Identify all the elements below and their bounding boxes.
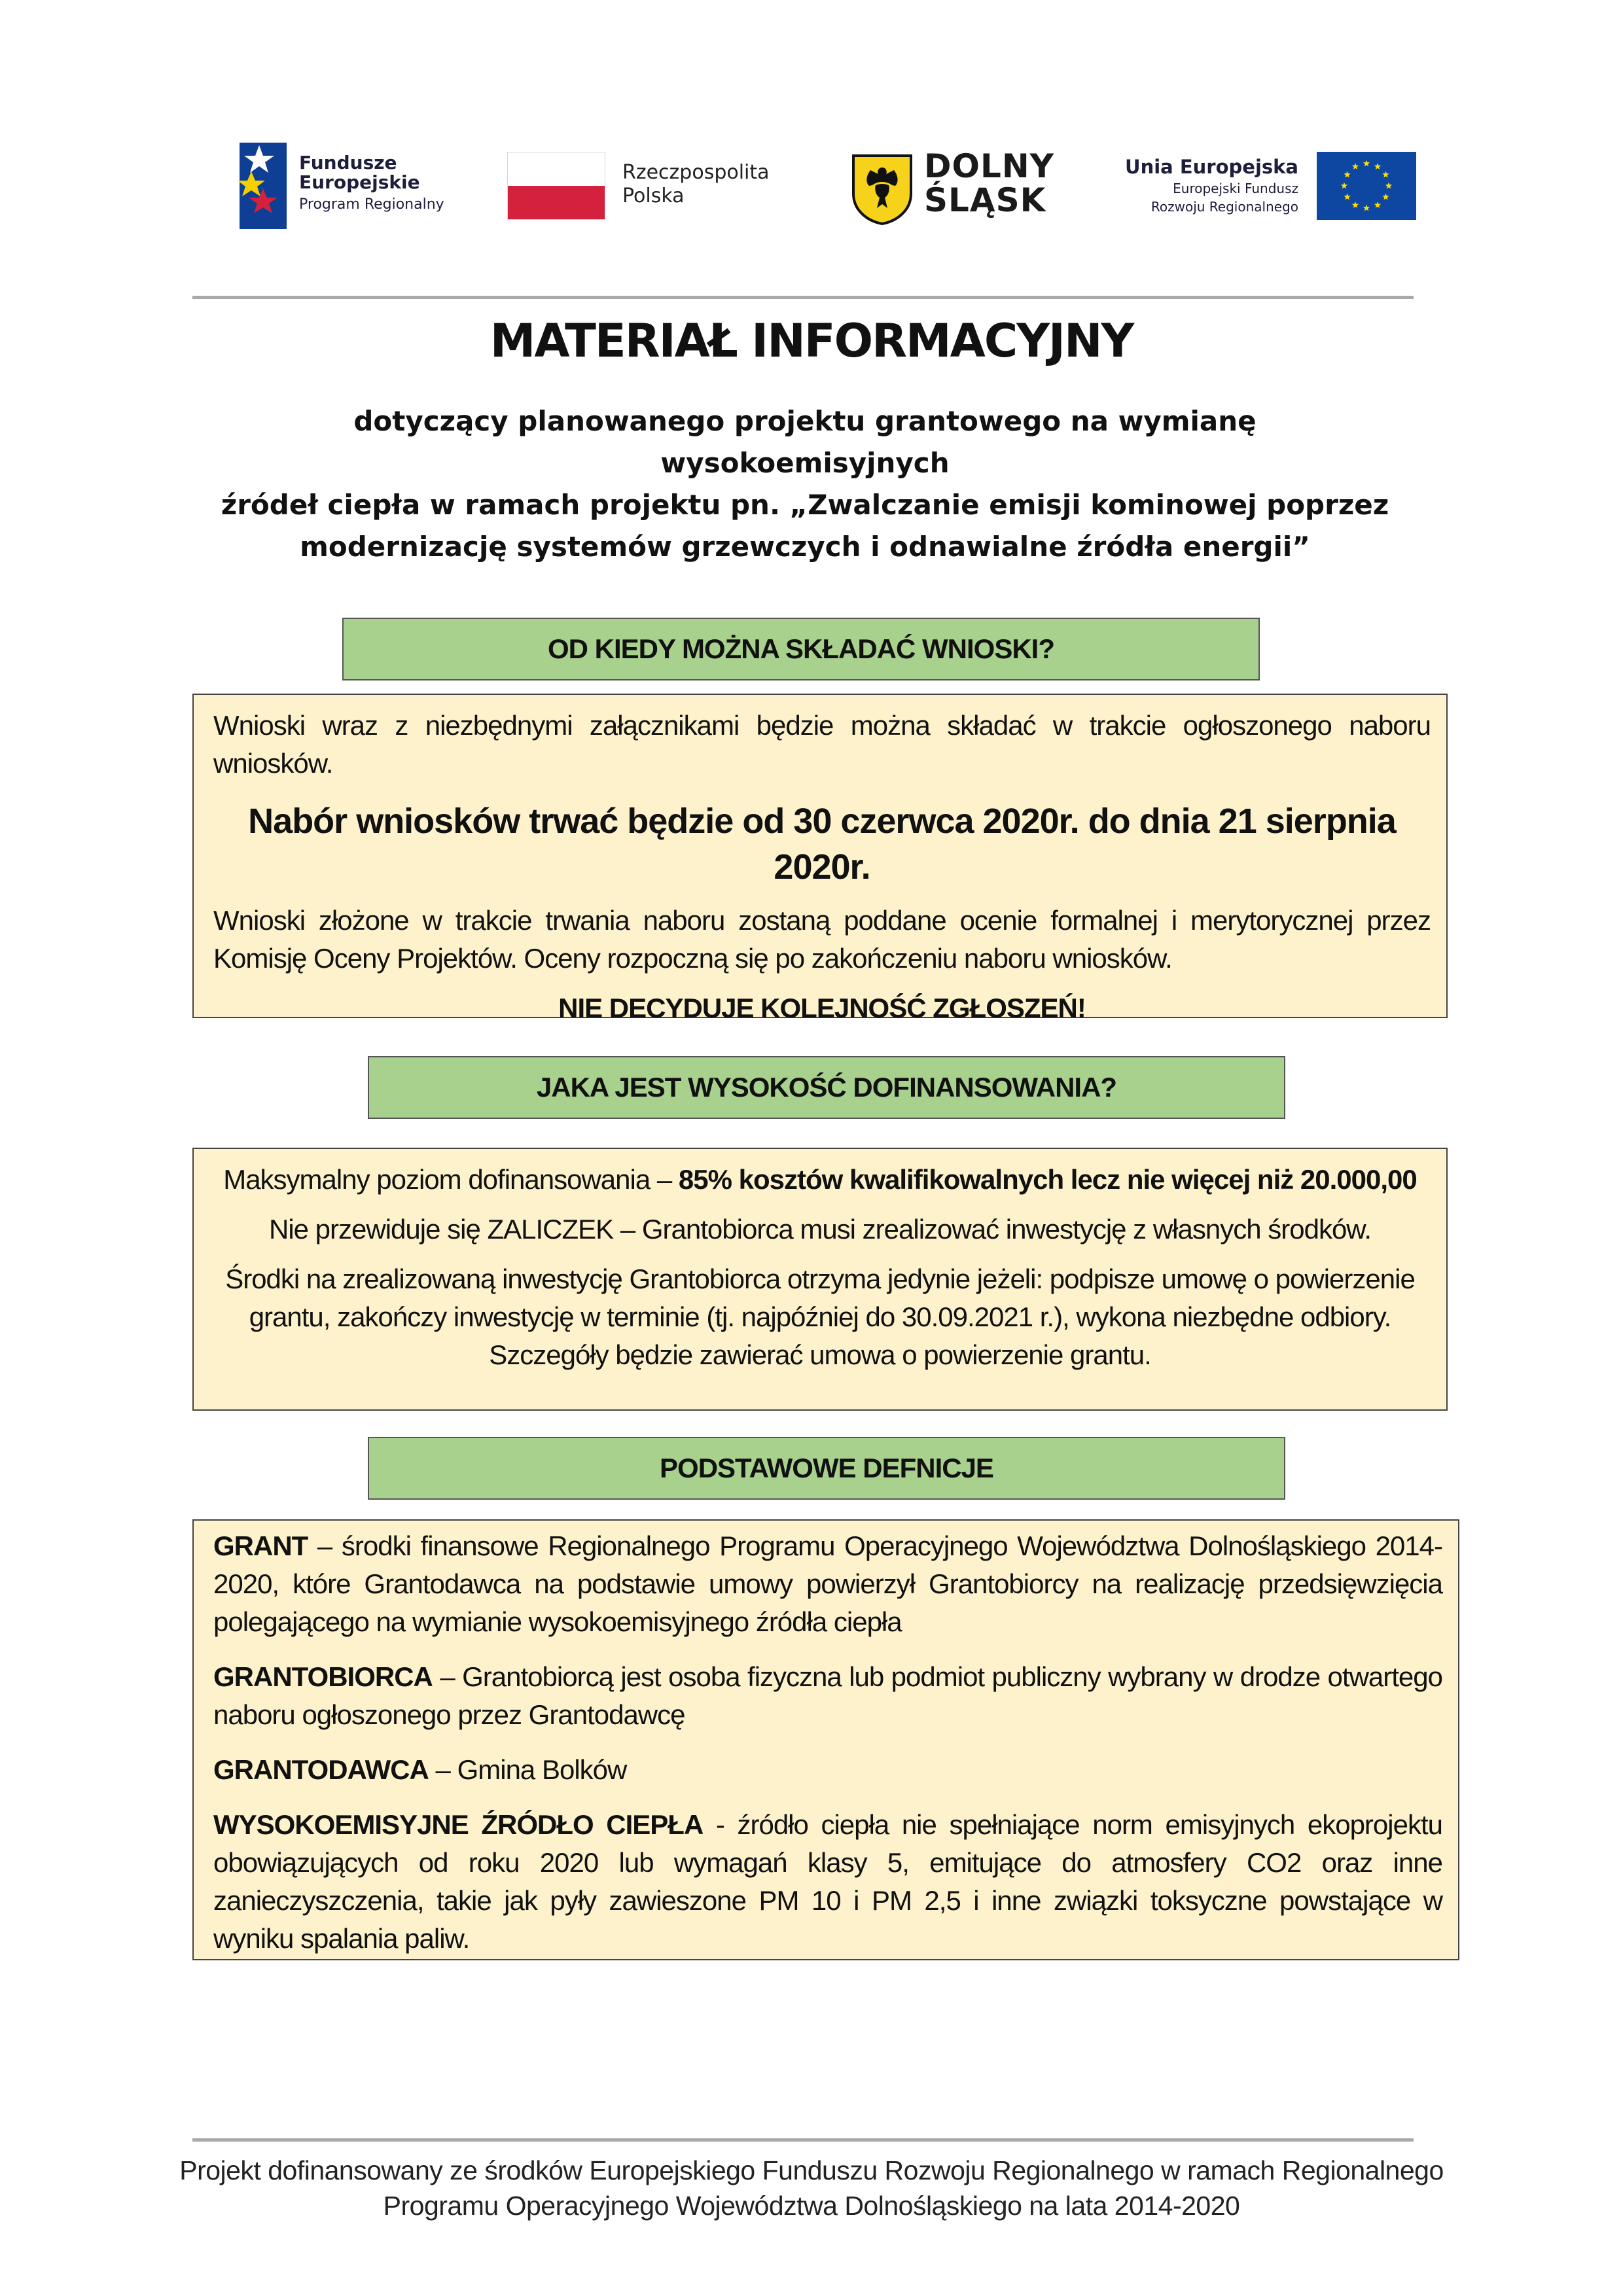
section2-line2: Nie przewiduje się ZALICZEK – Grantobiorca musi zrealizować inwestycję z własnych środków. bbox=[268, 1214, 1371, 1245]
definition-text: - źródło ciepła nie spełniające norm emisyjnych ekoprojektu obowiązujących od roku 2020 lub wymagań klasy 5, emitujące do atmosfery CO2 oraz inne zanieczyszczenia, takie jak pyły zawieszone PM 10 i PM 2,5 i inne związki toksyczne powstające w wyniku spalania paliw. bbox=[213, 1809, 1442, 1954]
fundusze-line3: Program Regionalny bbox=[299, 196, 444, 213]
fundusze-line2: Europejskie bbox=[299, 171, 420, 193]
section1-note: NIE DECYDUJE KOLEJNOŚĆ ZGŁOSZEŃ! bbox=[558, 993, 1086, 1023]
eagle-shield-icon bbox=[851, 153, 914, 225]
rp-line1: Rzeczpospolita bbox=[622, 161, 770, 184]
section1-paragraph1: Wnioski wraz z niezbędnymi załącznikami będzie można składać w trakcie ogłoszonego naboru wniosków. bbox=[213, 710, 1431, 779]
unia-europejska-logo bbox=[1122, 152, 1416, 224]
section2-line3: Środki na zrealizowaną inwestycję Grantobiorca otrzyma jedynie jeżeli: podpisze umowę o powierzenie grantu, zakończy inwestycję w terminie (tj. najpóźniej do 30.09.2021 r.), wykona niezbędne odbiory. Szczegóły będzie zawierać umowa o powierzenie grantu. bbox=[225, 1263, 1415, 1370]
definition-text: – środki finansowe Regionalnego Programu Operacyjnego Województwa Dolnośląskiego 2014-2020, które Grantodawca na podstawie umowy powierzył Grantobiorcy na realizację przedsięwzięcia polegającego na wymianie wysokoemisyjnego źródła ciepła bbox=[213, 1530, 1442, 1637]
funding-amount-box bbox=[192, 1148, 1448, 1411]
section1-highlight: Nabór wniosków trwać będzie od 30 czerwca 2020r. do dnia 21 sierpnia 2020r. bbox=[248, 802, 1396, 887]
dolny-slask-line2: ŚLĄSK bbox=[924, 181, 1046, 219]
dolny-slask-line1: DOLNY bbox=[924, 147, 1054, 185]
definition-term: WYSOKOEMISYJNE ŹRÓDŁO CIEPŁA bbox=[213, 1809, 704, 1840]
application-dates-box bbox=[192, 694, 1448, 1023]
footer bbox=[0, 2153, 1623, 2223]
ue-line3: Rozwoju Regionalnego bbox=[1150, 199, 1298, 215]
subtitle-line3: modernizację systemów grzewczych i odnawialne źródła energii” bbox=[300, 531, 1310, 563]
footer-line1: Projekt dofinansowany ze środków Europejskiego Funduszu Rozwoju Regionalnego w ramach Regionalnego bbox=[179, 2155, 1444, 2185]
page-title: MATERIAŁ INFORMACYJNY bbox=[490, 314, 1133, 368]
page-subtitle bbox=[216, 400, 1394, 568]
definition-text: – Gmina Bolków bbox=[428, 1754, 627, 1785]
section-header-funding-amount: JAKA JEST WYSOKOŚĆ DOFINANSOWANIA? bbox=[368, 1056, 1285, 1119]
section2-line1 bbox=[209, 1161, 1431, 1199]
top-divider bbox=[192, 296, 1414, 299]
eu-flag-icon bbox=[1317, 152, 1416, 220]
polish-flag-icon bbox=[507, 152, 605, 220]
section2-line1-prefix: Maksymalny poziom dofinansowania – bbox=[223, 1164, 679, 1195]
section1-paragraph2: Wnioski złożone w trakcie trwania naboru zostaną poddane ocenie formalnej i merytorycznej przez Komisję Oceny Projektów. Oceny rozpoczną się po zakończeniu naboru wniosków. bbox=[213, 905, 1431, 974]
definition-grantodawca bbox=[213, 1751, 1442, 1789]
dolny-slask-logo bbox=[851, 149, 1073, 228]
definition-term: GRANT bbox=[213, 1530, 308, 1561]
definition-text: – Grantobiorcą jest osoba fizyczna lub podmiot publiczny wybrany w drodze otwartego naboru ogłoszonego przez Grantodawcę bbox=[213, 1661, 1442, 1730]
definition-term: GRANTOBIORCA bbox=[213, 1661, 433, 1692]
definition-heat-source bbox=[213, 1806, 1442, 1958]
fundusze-europejskie-emblem-icon bbox=[237, 143, 289, 229]
definition-term: GRANTODAWCA bbox=[213, 1754, 429, 1785]
footer-line2: Programu Operacyjnego Województwa Dolnośląskiego na lata 2014-2020 bbox=[383, 2191, 1240, 2221]
subtitle-line2: źródeł ciepła w ramach projektu pn. „Zwalczanie emisji kominowej poprzez bbox=[221, 489, 1389, 521]
subtitle-line1: dotyczący planowanego projektu grantowego na wymianę wysokoemisyjnych bbox=[353, 405, 1257, 479]
rp-line2: Polska bbox=[622, 185, 685, 207]
rzeczpospolita-logo bbox=[507, 152, 795, 222]
section-header-definitions: PODSTAWOWE DEFNICJE bbox=[368, 1437, 1285, 1500]
section-header-application-dates: OD KIEDY MOŻNA SKŁADAĆ WNIOSKI? bbox=[342, 618, 1260, 680]
fundusze-europejskie-logo bbox=[237, 143, 453, 229]
definitions-box bbox=[192, 1519, 1459, 1960]
fundusze-line1: Fundusze bbox=[299, 152, 397, 173]
section2-line1-bold: 85% kosztów kwalifikowalnych lecz nie więcej niż 20.000,00 bbox=[678, 1164, 1417, 1195]
definition-grant bbox=[213, 1527, 1442, 1641]
ue-line1: Unia Europejska bbox=[1125, 156, 1298, 178]
definition-grantobiorca bbox=[213, 1658, 1442, 1734]
bottom-divider bbox=[192, 2138, 1414, 2142]
ue-line2: Europejski Fundusz bbox=[1173, 181, 1298, 196]
